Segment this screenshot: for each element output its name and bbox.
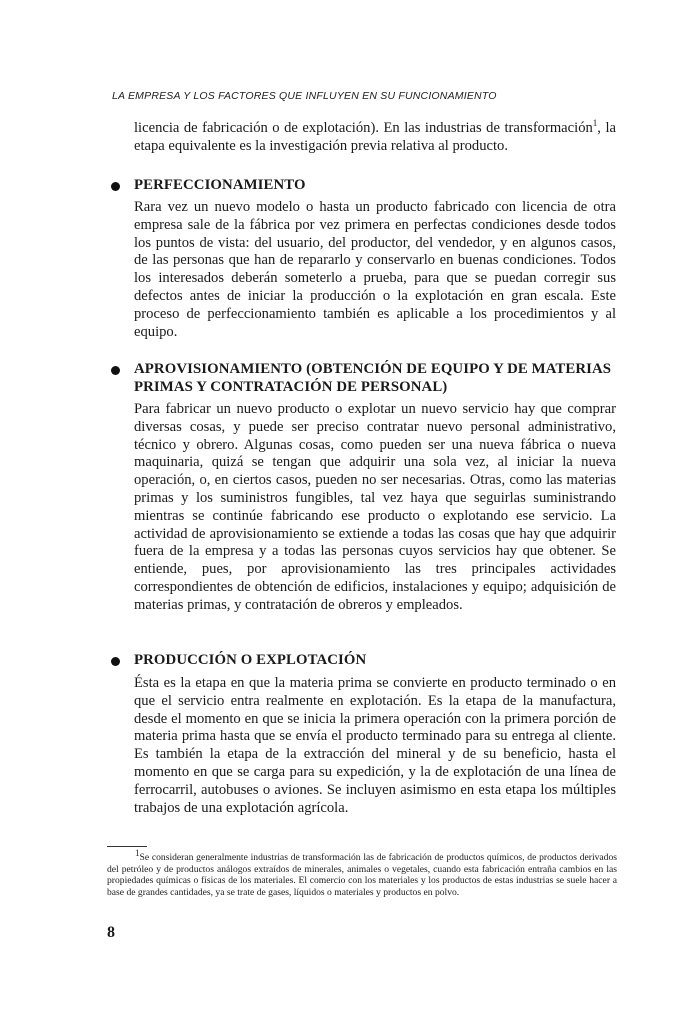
bullet-icon <box>111 657 120 666</box>
bullet-icon <box>111 366 120 375</box>
intro-text-start: licencia de fabricación o de explotación). En las industrias de transformación <box>134 120 593 136</box>
footnote-reference: 1 <box>592 118 598 129</box>
footnote-divider <box>107 846 147 847</box>
section-paragraph-perfeccionamiento: Rara vez un nuevo modelo o hasta un producto fabricado con licencia de otra empresa sale de la fábrica por vez primera en perfectas condiciones desde todos los puntos de vista: del usuario, del productor, del vendedor, y en algunos casos, de las personas que han de repararlo y conservarlo en buenas condiciones. Todos los interesados deberán someterlo a prueba, para que se puedan corregir sus defectos antes de iniciar la producción o la explotación en gran escala. Este proceso de perfeccionamiento también es aplicable a los procedimientos y al equipo. <box>134 199 616 340</box>
intro-text-end: , la etapa equivalente es la investigación previa relativa al producto. <box>134 120 616 154</box>
running-head: LA EMPRESA Y LOS FACTORES QUE INFLUYEN EN SU FUNCIONAMIENTO <box>112 90 497 102</box>
section-paragraph-produccion: Ésta es la etapa en que la materia prima se convierte en producto terminado o en que el servicio entra realmente en explotación. Es la etapa de la manufactura, desde el momento en que se inicia la primera operación con la primera porción de materia prima hasta que se envía el producto terminado para su entrega al cliente. Es también la etapa de la extracción del mineral y de su beneficio, hasta el momento en que se carga para su expedición, y la de explotación de una línea de ferrocarril, autobuses o aviones. Se incluyen asimismo en esta etapa los múltiples trabajos de una explotación agrícola. <box>134 675 616 816</box>
section-heading-aprovisionamiento: APROVISIONAMIENTO (OBTENCIÓN DE EQUIPO Y DE MATERIAS PRIMAS Y CONTRATACIÓN DE PERSONAL) <box>134 361 612 395</box>
bullet-icon <box>111 182 120 191</box>
section-paragraph-aprovisionamiento: Para fabricar un nuevo producto o explotar un nuevo servicio hay que comprar diversas cosas, y puede ser preciso contratar nuevo personal administrativo, técnico y obrero. Algunas cosas, como pueden ser una nueva fábrica o nueva maquinaria, quizá se tengan que adquirir una sola vez, al iniciar la nueva operación, o, en ciertos casos, pueden no ser necesarias. Otras, como las materias primas y los suministros fungibles, tal vez haya que seguirlas suministrando mientras se continúe fabricando ese producto o explotando ese servicio. La actividad de aprovisionamiento se extiende a todas las cosas que hay que adquirir fuera de la empresa y a todas las personas cuyos servicios hay que obtener. Se entiende, pues, por aprovisionamiento las tres principales actividades correspondientes de obtención de edificios, instalaciones y equipo; adquisición de materias primas, y contratación de obreros y empleados. <box>134 401 616 613</box>
section-heading-produccion: PRODUCCIÓN O EXPLOTACIÓN <box>134 652 367 668</box>
intro-paragraph <box>134 120 616 156</box>
footnote-text: Se consideran generalmente industrias de transformación las de fabricación de productos químicos, de productos derivados del petróleo y de productos análogos extraídos de minerales, animales o vegetales, cuando esta fabricación entraña cambios en las propiedades químicas o físicas de los materiales. El comercio con los materiales y los productos de estas industrias se suele hacer a base de grandes cantidades, ya se trate de gases, líquidos o materiales y productos en polvo. <box>107 852 617 898</box>
section-heading-perfeccionamiento: PERFECCIONAMIENTO <box>134 177 306 193</box>
page-number: 8 <box>107 924 115 941</box>
footnote-marker: 1 <box>135 847 140 858</box>
footnote <box>107 847 617 898</box>
